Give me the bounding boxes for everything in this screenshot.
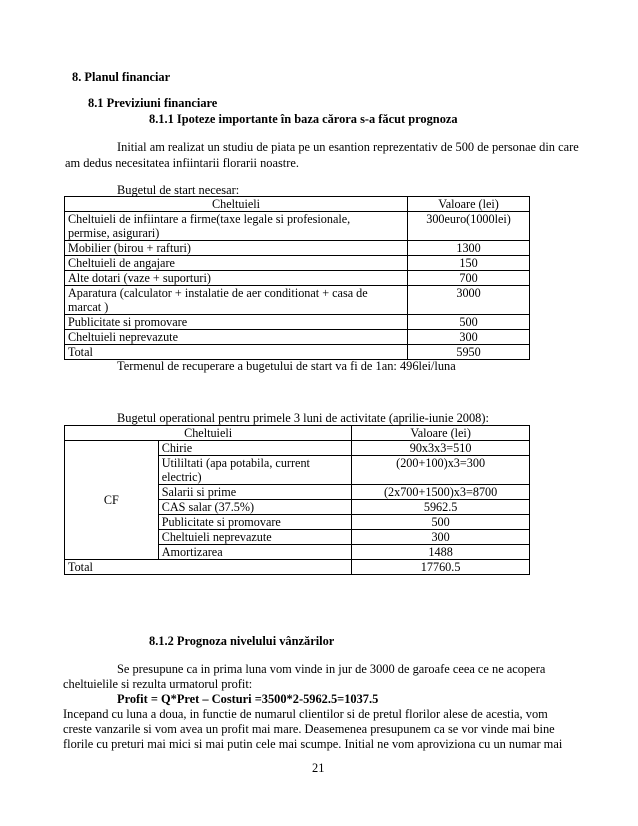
total-label: Total bbox=[65, 345, 408, 360]
forecast-paragraph-1-line-1: Se presupune ca in prima luna vom vinde in jur de 3000 de garoafe ceea ce ne acopera bbox=[117, 662, 546, 676]
row-value: 300 bbox=[352, 530, 530, 545]
page-number: 21 bbox=[312, 761, 325, 775]
header-valoare: Valoare (lei) bbox=[408, 197, 530, 212]
row-value: (2x700+1500)x3=8700 bbox=[352, 485, 530, 500]
section-title: 8. Planul financiar bbox=[72, 70, 171, 84]
start-budget-table bbox=[64, 196, 530, 360]
intro-line-1: Initial am realizat un studiu de piata pe un esantion reprezentativ de 500 de personae din care bbox=[117, 140, 579, 154]
row-value: 500 bbox=[408, 315, 530, 330]
forecast-title: 8.1.2 Prognoza nivelului vânzărilor bbox=[149, 634, 335, 648]
header-cheltuieli: Cheltuieli bbox=[65, 426, 352, 441]
forecast-paragraph-2-line-2: creste vanzarile si vom avea un profit mai mare. Deasemenea presupunem ca se vor vinde mai bine bbox=[63, 722, 555, 736]
intro-line-2: am dedus necesitatea infiintarii florarii noastre. bbox=[65, 156, 299, 170]
row-value: 150 bbox=[408, 256, 530, 271]
total-label: Total bbox=[65, 560, 352, 575]
row-value: 5962.5 bbox=[352, 500, 530, 515]
header-valoare: Valoare (lei) bbox=[352, 426, 530, 441]
table-total-row bbox=[65, 345, 530, 360]
row-item: Publicitate si promovare bbox=[158, 515, 352, 530]
row-item: Amortizarea bbox=[158, 545, 352, 560]
row-value: (200+100)x3=300 bbox=[352, 456, 530, 485]
row-item: Salarii si prime bbox=[158, 485, 352, 500]
row-item: Cheltuieli de infiintare a firme(taxe legale si profesionale, permise, asigurari) bbox=[65, 212, 408, 241]
header-cheltuieli: Cheltuieli bbox=[65, 197, 408, 212]
table-row bbox=[65, 441, 530, 456]
row-value: 1300 bbox=[408, 241, 530, 256]
subsubsection-title: 8.1.1 Ipoteze importante în baza cărora s-a făcut prognoza bbox=[149, 112, 458, 126]
row-value: 700 bbox=[408, 271, 530, 286]
row-item: Aparatura (calculator + instalatie de aer conditionat + casa de marcat ) bbox=[65, 286, 408, 315]
row-item: Chirie bbox=[158, 441, 352, 456]
group-cf: CF bbox=[65, 441, 159, 560]
row-item: CAS salar (37.5%) bbox=[158, 500, 352, 515]
subsection-title: 8.1 Previziuni financiare bbox=[88, 96, 218, 110]
forecast-paragraph-2-line-1: Incepand cu luna a doua, in functie de numarul clientilor si de pretul florilor alese de acestia, vom bbox=[63, 707, 548, 721]
table-header-row bbox=[65, 426, 530, 441]
row-value: 300euro(1000lei) bbox=[408, 212, 530, 241]
row-value: 90x3x3=510 bbox=[352, 441, 530, 456]
forecast-paragraph-1-line-2: cheltuielile si rezulta urmatorul profit: bbox=[63, 677, 253, 691]
profit-formula: Profit = Q*Pret – Costuri =3500*2-5962.5=1037.5 bbox=[117, 692, 379, 706]
table-total-row bbox=[65, 560, 530, 575]
operational-budget-table bbox=[64, 425, 530, 575]
row-item: Publicitate si promovare bbox=[65, 315, 408, 330]
row-item: Cheltuieli neprevazute bbox=[158, 530, 352, 545]
table-row bbox=[65, 330, 530, 345]
table-header-row bbox=[65, 197, 530, 212]
row-value: 500 bbox=[352, 515, 530, 530]
row-value: 300 bbox=[408, 330, 530, 345]
row-item: Mobilier (birou + rafturi) bbox=[65, 241, 408, 256]
row-item: Utililtati (apa potabila, current electric) bbox=[158, 456, 352, 485]
table-row bbox=[65, 241, 530, 256]
total-value: 5950 bbox=[408, 345, 530, 360]
table-row bbox=[65, 256, 530, 271]
table-row bbox=[65, 212, 530, 241]
forecast-paragraph-2-line-3: florile cu preturi mai mici si mai putin cele mai scumpe. Initial ne vom aproviziona cu un numar mai bbox=[63, 737, 563, 751]
row-item: Cheltuieli neprevazute bbox=[65, 330, 408, 345]
row-item: Cheltuieli de angajare bbox=[65, 256, 408, 271]
recovery-note: Termenul de recuperare a bugetului de start va fi de 1an: 496lei/luna bbox=[117, 359, 456, 373]
table-row bbox=[65, 286, 530, 315]
op-budget-label: Bugetul operational pentru primele 3 luni de activitate (aprilie-iunie 2008): bbox=[117, 411, 489, 425]
table-row bbox=[65, 315, 530, 330]
total-value: 17760.5 bbox=[352, 560, 530, 575]
row-value: 1488 bbox=[352, 545, 530, 560]
start-budget-label: Bugetul de start necesar: bbox=[117, 183, 240, 197]
table-row bbox=[65, 271, 530, 286]
row-value: 3000 bbox=[408, 286, 530, 315]
row-item: Alte dotari (vaze + suporturi) bbox=[65, 271, 408, 286]
